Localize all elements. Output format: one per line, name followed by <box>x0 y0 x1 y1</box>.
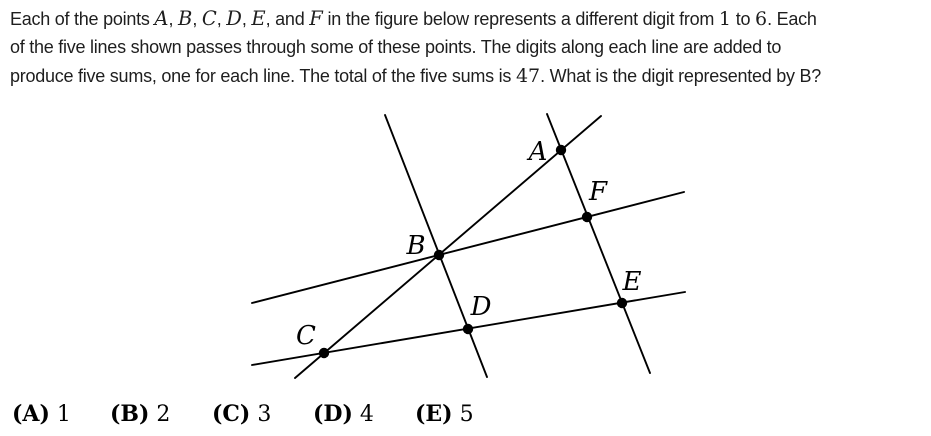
answer-choice-value: 1 <box>56 402 71 427</box>
answer-choice-letter: (E) <box>415 401 453 427</box>
point-E-dot <box>617 298 627 308</box>
point-B-dot <box>434 250 444 260</box>
text-segment: to <box>730 9 755 29</box>
answer-choices-row <box>0 401 931 435</box>
point-C-dot <box>319 348 329 358</box>
math-segment: C <box>201 7 217 30</box>
line-through-B-F <box>252 192 684 303</box>
point-D-dot <box>463 324 473 334</box>
answer-choice-letter: (A) <box>12 401 50 427</box>
point-C-label: C <box>296 321 316 351</box>
answer-choice-D <box>313 401 374 427</box>
answer-choice-value: 3 <box>257 402 272 427</box>
math-segment: B <box>177 7 193 30</box>
answer-choice-E <box>415 401 474 427</box>
point-F-label: F <box>588 177 608 207</box>
math-segment: 6 <box>755 8 768 30</box>
line-through-C-B-A <box>295 116 601 378</box>
text-segment: Each of the points <box>10 9 155 29</box>
math-segment: 1 <box>718 8 731 30</box>
answer-choice-A <box>12 401 71 427</box>
math-segment: F <box>309 7 323 30</box>
answer-choice-letter: (B) <box>110 401 150 427</box>
point-A-label: A <box>528 137 548 167</box>
point-D-label: D <box>470 292 492 322</box>
text-segment: of the five lines shown passes through some of these points. The digits along each line are added to <box>10 37 782 58</box>
answer-choice-value: 4 <box>359 402 374 427</box>
point-E-label: E <box>622 267 642 297</box>
text-segment: . Each <box>767 9 817 29</box>
answer-choice-C <box>212 401 271 427</box>
math-segment: D <box>226 7 242 30</box>
point-A-dot <box>556 145 566 155</box>
answer-choice-value: 2 <box>156 402 171 427</box>
text-segment: , <box>216 9 227 29</box>
text-segment: produce five sums, one for each line. The total of the five sums is <box>10 65 516 86</box>
text-segment: , and <box>265 9 310 29</box>
point-B-label: B <box>406 231 426 261</box>
answer-choice-value: 5 <box>459 402 474 427</box>
text-segment: , <box>168 9 178 29</box>
answer-choice-letter: (D) <box>313 401 353 427</box>
math-segment: A <box>154 7 169 30</box>
answer-choice-letter: (C) <box>212 401 251 427</box>
math-segment: 47 <box>515 64 541 87</box>
text-segment: . What is the digit represented by B? <box>540 65 822 86</box>
text-segment: , <box>241 9 252 29</box>
answer-choice-B <box>110 401 170 427</box>
text-segment: , <box>192 9 202 29</box>
math-segment: E <box>251 7 266 30</box>
text-segment: in the figure below represents a different digit from <box>322 9 719 29</box>
point-F-dot <box>582 212 592 222</box>
